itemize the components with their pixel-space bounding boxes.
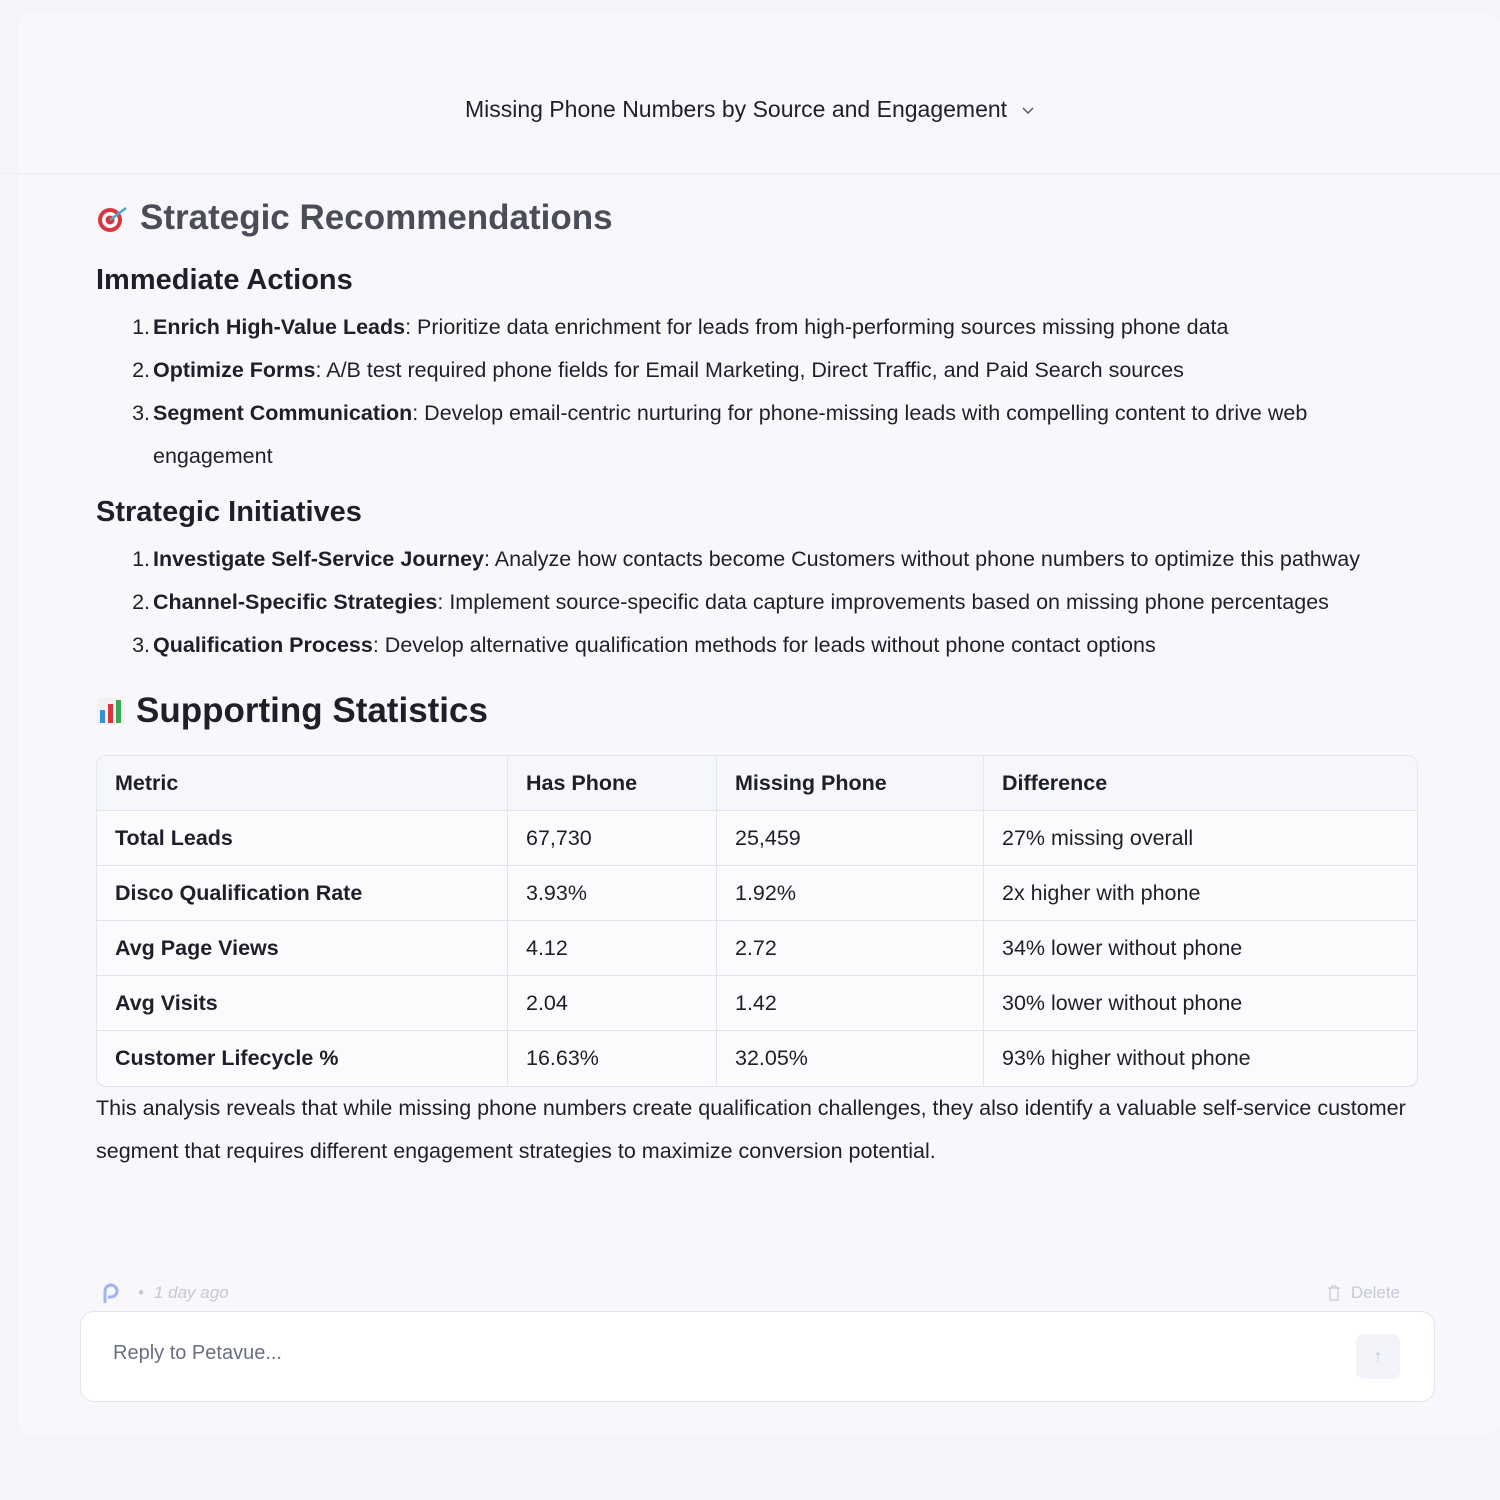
item-text: : Implement source-specific data capture improvements based on missing phone percentages xyxy=(437,590,1329,614)
table-header-row xyxy=(97,756,1417,811)
reply-input[interactable] xyxy=(113,1342,1313,1365)
message-content xyxy=(96,190,1418,1173)
list-item xyxy=(126,538,1418,581)
table-cell: 32.05% xyxy=(717,1031,984,1086)
list-item xyxy=(126,392,1418,478)
table-cell: 34% lower without phone xyxy=(984,921,1417,976)
table-cell: 93% higher without phone xyxy=(1002,1046,1251,1070)
table-cell: 30% lower without phone xyxy=(984,976,1417,1031)
item-number: 3. xyxy=(132,633,150,657)
heading-text: Supporting Statistics xyxy=(136,691,488,730)
item-number: 1. xyxy=(132,547,150,571)
section-heading-statistics xyxy=(96,683,1418,739)
table-cell: 2.04 xyxy=(508,976,717,1031)
item-text: : A/B test required phone fields for Email Marketing, Direct Traffic, and Paid Search sources xyxy=(315,358,1184,382)
conversation-header xyxy=(0,0,1500,174)
heading-text: Strategic Recommendations xyxy=(140,198,613,237)
item-number: 3. xyxy=(132,401,150,425)
summary-paragraph: This analysis reveals that while missing phone numbers create qualification challenges, they also identify a valuable self-service customer segment that requires different engagement strategies to maximize conversion potential. xyxy=(96,1096,1406,1163)
list-item xyxy=(126,349,1418,392)
separator-dot: • xyxy=(138,1283,144,1302)
item-text: : Analyze how contacts become Customers without phone numbers to optimize this pathway xyxy=(484,547,1360,571)
dart-target-icon xyxy=(96,203,130,233)
table-cell: 27% missing overall xyxy=(984,811,1417,866)
section-heading-recommendations xyxy=(96,190,1418,246)
item-text: : Develop email-centric nurturing for phone-missing leads with compelling content to drive web engagement xyxy=(153,401,1308,468)
item-title: Enrich High-Value Leads xyxy=(153,315,406,339)
arrow-up-icon: ↑ xyxy=(1373,1346,1383,1366)
item-text: : Develop alternative qualification methods for leads without phone contact options xyxy=(372,633,1156,657)
table-row xyxy=(97,1031,1417,1086)
metric-cell: Avg Visits xyxy=(97,976,508,1031)
strategic-initiatives-list xyxy=(96,538,1418,667)
table-cell: 2x higher with phone xyxy=(984,866,1417,921)
delete-label: Delete xyxy=(1350,1283,1400,1302)
message-meta xyxy=(100,1280,1400,1306)
item-title: Investigate Self-Service Journey xyxy=(153,547,485,571)
item-number: 1. xyxy=(132,315,150,339)
timestamp: 1 day ago xyxy=(153,1283,229,1302)
column-header: Has Phone xyxy=(508,756,717,811)
metric-cell: Total Leads xyxy=(97,811,508,866)
metric-cell: Disco Qualification Rate xyxy=(97,866,508,921)
column-header: Missing Phone xyxy=(717,756,984,811)
table-row xyxy=(97,866,1417,921)
table-cell: 16.63% xyxy=(508,1031,717,1086)
table-cell: 2.72 xyxy=(717,921,984,976)
column-header: Difference xyxy=(984,756,1417,811)
item-number: 2. xyxy=(132,358,150,382)
item-number: 2. xyxy=(132,590,150,614)
table-cell: 1.92% xyxy=(717,866,984,921)
table-cell: 3.93% xyxy=(508,866,717,921)
item-title: Channel-Specific Strategies xyxy=(153,590,438,614)
immediate-actions-list xyxy=(96,306,1418,478)
table-cell: 67,730 xyxy=(508,811,717,866)
table-cell: 1.42 xyxy=(717,976,984,1031)
list-item xyxy=(126,624,1418,667)
table-cell: 4.12 xyxy=(508,921,717,976)
conversation-title[interactable]: Missing Phone Numbers by Source and Engagement xyxy=(464,96,1008,122)
reply-box xyxy=(80,1311,1435,1402)
list-item xyxy=(126,581,1418,624)
metric-cell: Customer Lifecycle % xyxy=(97,1031,508,1086)
petavue-logo-icon xyxy=(100,1281,122,1305)
statistics-table xyxy=(96,755,1418,1087)
trash-icon xyxy=(1327,1285,1341,1301)
table-row xyxy=(97,811,1417,866)
item-title: Segment Communication xyxy=(153,401,413,425)
subheading-immediate-actions: Immediate Actions xyxy=(96,263,353,296)
chevron-down-icon[interactable] xyxy=(1021,103,1035,117)
item-title: Qualification Process xyxy=(153,633,373,657)
bar-chart-icon xyxy=(96,696,126,726)
send-button[interactable] xyxy=(1356,1334,1400,1379)
delete-button[interactable] xyxy=(1327,1283,1400,1303)
subheading-strategic-initiatives: Strategic Initiatives xyxy=(96,495,362,528)
metric-cell: Avg Page Views xyxy=(97,921,508,976)
list-item xyxy=(126,306,1418,349)
table-row xyxy=(97,921,1417,976)
item-text: : Prioritize data enrichment for leads from high-performing sources missing phone data xyxy=(405,315,1229,339)
table-cell: 25,459 xyxy=(717,811,984,866)
table-row xyxy=(97,976,1417,1031)
column-header: Metric xyxy=(97,756,508,811)
item-title: Optimize Forms xyxy=(153,358,316,382)
